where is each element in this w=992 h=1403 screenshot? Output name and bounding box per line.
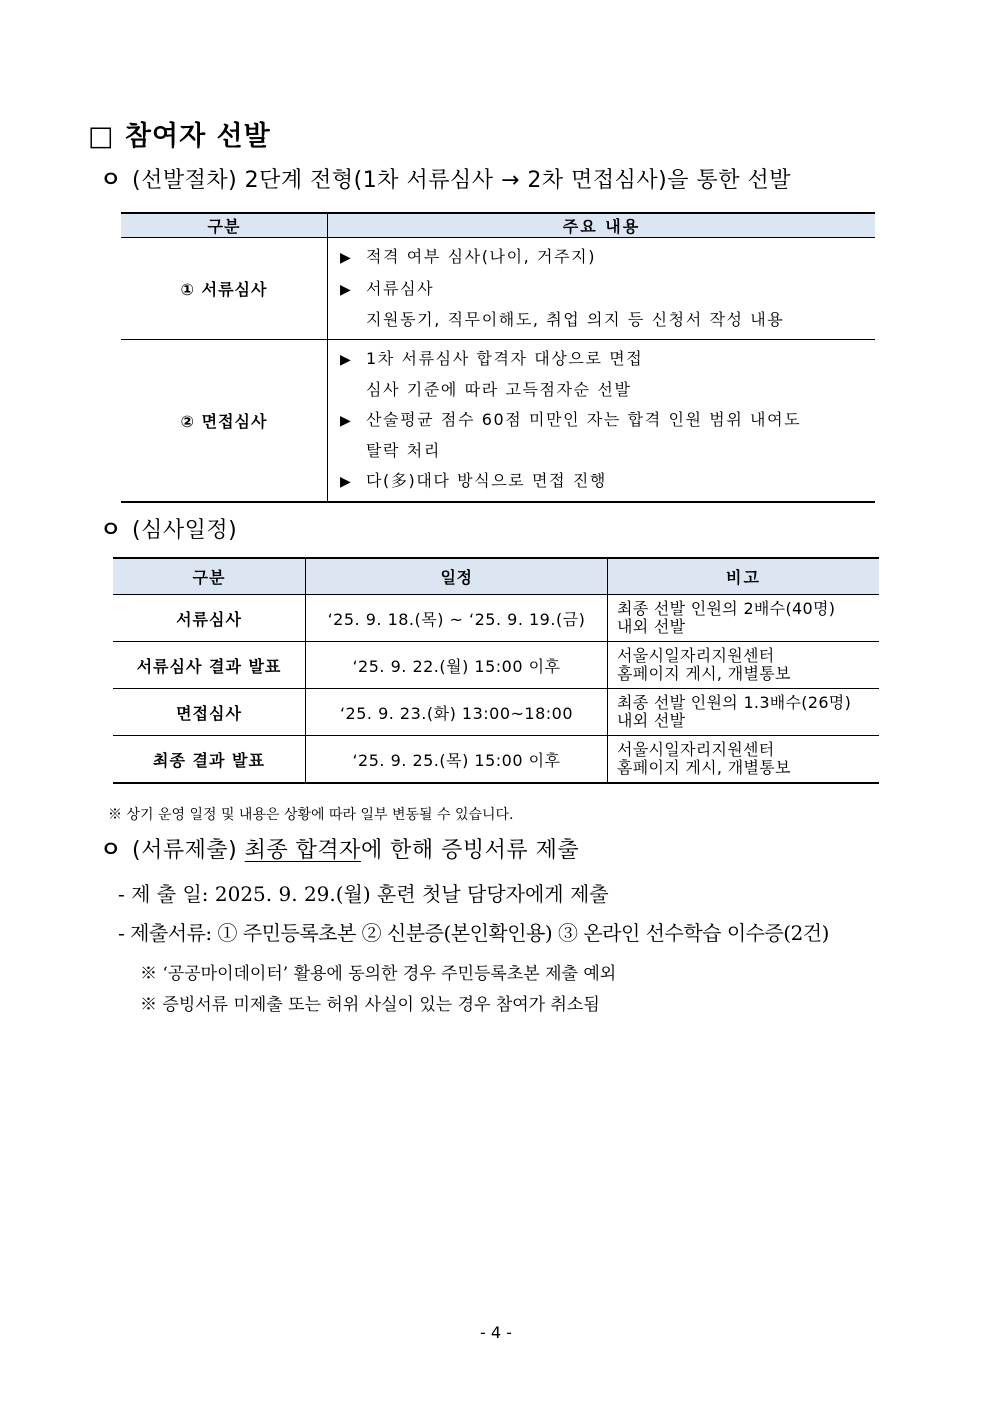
schedule-note: 최종 선발 인원의 1.3배수(26명) 내외 선발 [608,689,880,736]
sub-item: 심사 기준에 따라 고득점자순 선발 [366,380,632,399]
section-title: □ 참여자 선발 [88,121,271,152]
schedule-table [113,557,879,784]
submission-date: - 제 출 일: 2025. 9. 29.(월) 훈련 첫날 담당자에게 제출 [118,882,609,906]
schedule-date: ‘25. 9. 25.(목) 15:00 이후 [306,736,608,784]
arrow-icon: ▶ [340,351,353,368]
schedule-note: 서울시일자리지원센터 홈페이지 게시, 개별통보 [608,736,880,784]
bullet-mark: ㅇ [100,518,122,543]
cancellation-note: ※ 증빙서류 미제출 또는 허위 사실이 있는 경우 참여가 취소됨 [140,995,600,1015]
schedule-category: 면접심사 [113,689,306,736]
schedule-category: 서류심사 [113,595,306,642]
schedule-date: ‘25. 9. 18.(목) ~ ‘25. 9. 19.(금) [306,595,608,642]
table-header: 일정 [306,558,608,595]
schedule-note: 서울시일자리지원센터 홈페이지 게시, 개별통보 [608,642,880,689]
table-row: ② 면접심사 ▶ 1차 서류심사 합격자 대상으로 면접 심사 기준에 따라 고득점자순 선발 ▶ 산술평균 점수 60점 미만인 자는 합격 인원 범위 내여도 탈락 처리 ▶ 다(多)대다 방식으로 면접 진행 [121,339,875,502]
sub-item: 탈락 처리 [366,441,441,460]
table-header: 구분 [121,213,328,238]
arrow-icon: ▶ [340,250,353,266]
arrow-icon: ▶ [340,473,353,490]
selection-procedure-table [121,212,875,503]
table-row: ① 서류심사 ▶ 적격 여부 심사(나이, 거주지) ▶ 서류심사 지원동기, 직무이해도, 취업 의지 등 신청서 작성 내용 [121,238,875,340]
table-row [113,689,879,736]
table-row [113,736,879,784]
submission-heading: ㅇ (서류제출) 최종 합격자에 한해 증빙서류 제출 [100,833,579,864]
underlined-term: 최종 합격자 [244,838,361,863]
table-header: 주요 내용 [328,213,876,238]
exemption-note: ※ ‘공공마이데이터’ 활용에 동의한 경우 주민등록초본 제출 예외 [140,964,617,984]
table-row [113,595,879,642]
bullet-mark: ㅇ [100,838,122,863]
table-row [113,642,879,689]
schedule-heading: ㅇ (심사일정) [100,513,237,544]
schedule-category: 최종 결과 발표 [113,736,306,784]
schedule-date: ‘25. 9. 22.(월) 15:00 이후 [306,642,608,689]
sub-item: 지원동기, 직무이해도, 취업 의지 등 신청서 작성 내용 [366,310,785,329]
schedule-date: ‘25. 9. 23.(화) 13:00~18:00 [306,689,608,736]
schedule-category: 서류심사 결과 발표 [113,642,306,689]
table-header: 구분 [113,558,306,595]
procedure-heading: ㅇ (선발절차) 2단계 전형(1차 서류심사 → 2차 면접심사)을 통한 선발 [100,163,791,194]
submission-documents: - 제출서류: ① 주민등록초본 ② 신분증(본인확인용) ③ 온라인 선수학습 이수증(2건) [118,921,829,945]
schedule-note-text: ※ 상기 운영 일정 및 내용은 상황에 따라 일부 변동될 수 있습니다. [108,807,514,823]
page-number: - 4 - [480,1323,512,1342]
row-category: ① 서류심사 [121,238,328,340]
schedule-note: 최종 선발 인원의 2배수(40명) 내외 선발 [608,595,880,642]
arrow-icon: ▶ [340,281,353,298]
bullet-mark: ㅇ [100,168,122,193]
table-header: 비고 [608,558,880,595]
row-category: ② 면접심사 [121,339,328,502]
arrow-icon: ▶ [340,412,353,429]
